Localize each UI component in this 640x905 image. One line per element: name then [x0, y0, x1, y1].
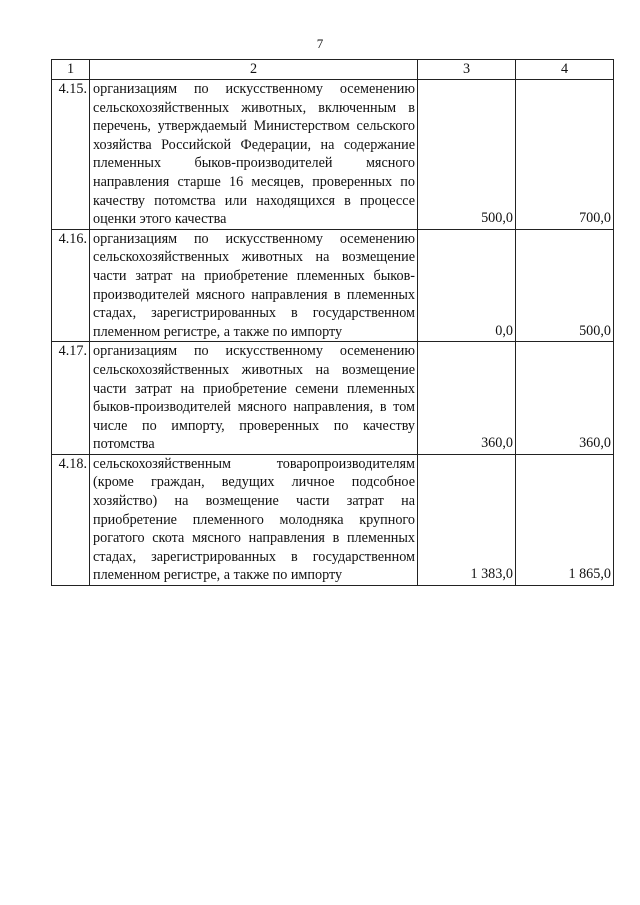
row-value-col-4: 500,0	[516, 229, 614, 342]
row-description: организациям по искусственному осеменению сельскохозяйственных животных на возмещение части затрат на приобретение племенных быков-производителей мясного направления в племенных стадах, зарегистрированных в государственном племенном регистре, а также по импорту	[90, 229, 418, 342]
row-value-col-3: 1 383,0	[418, 454, 516, 585]
header-col-3: 3	[418, 60, 516, 80]
row-number: 4.15.	[52, 80, 90, 230]
header-col-2: 2	[90, 60, 418, 80]
row-value-col-4: 360,0	[516, 342, 614, 455]
row-value-col-4: 1 865,0	[516, 454, 614, 585]
table-row	[52, 454, 614, 585]
header-row	[52, 60, 614, 80]
header-col-1: 1	[52, 60, 90, 80]
row-value-col-4: 700,0	[516, 80, 614, 230]
page-number: 7	[316, 36, 324, 51]
table-header	[52, 60, 614, 80]
row-description: организациям по искусственному осеменению сельскохозяйственных животных на возмещение части затрат на приобретение семени племенных быков-производителей мясного направления, в том числе по импорту, проверенных по качеству потомства	[90, 342, 418, 455]
row-description: сельскохозяйственным товаропроизводителям (кроме граждан, ведущих личное подсобное хозяйство) на возмещение части затрат на приобретение племенного молодняка крупного рогатого скота мясного направления в племенных стадах, зарегистрированных в государственном племенном регистре, а также по импорту	[90, 454, 418, 585]
row-number: 4.18.	[52, 454, 90, 585]
header-col-4: 4	[516, 60, 614, 80]
row-value-col-3: 360,0	[418, 342, 516, 455]
table-row	[52, 229, 614, 342]
row-value-col-3: 0,0	[418, 229, 516, 342]
table-body	[52, 80, 614, 586]
subsidy-table	[51, 59, 614, 586]
row-description: организациям по искусственному осеменению сельскохозяйственных животных, включенным в перечень, утверждаемый Министерством сельского хозяйства Российской Федерации, на содержание племенных быков-производителей мясного направления старше 16 месяцев, проверенных по качеству потомства или находящихся в процессе оценки этого качества	[90, 80, 418, 230]
row-value-col-3: 500,0	[418, 80, 516, 230]
table-row	[52, 80, 614, 230]
row-number: 4.16.	[52, 229, 90, 342]
table-row	[52, 342, 614, 455]
row-number: 4.17.	[52, 342, 90, 455]
